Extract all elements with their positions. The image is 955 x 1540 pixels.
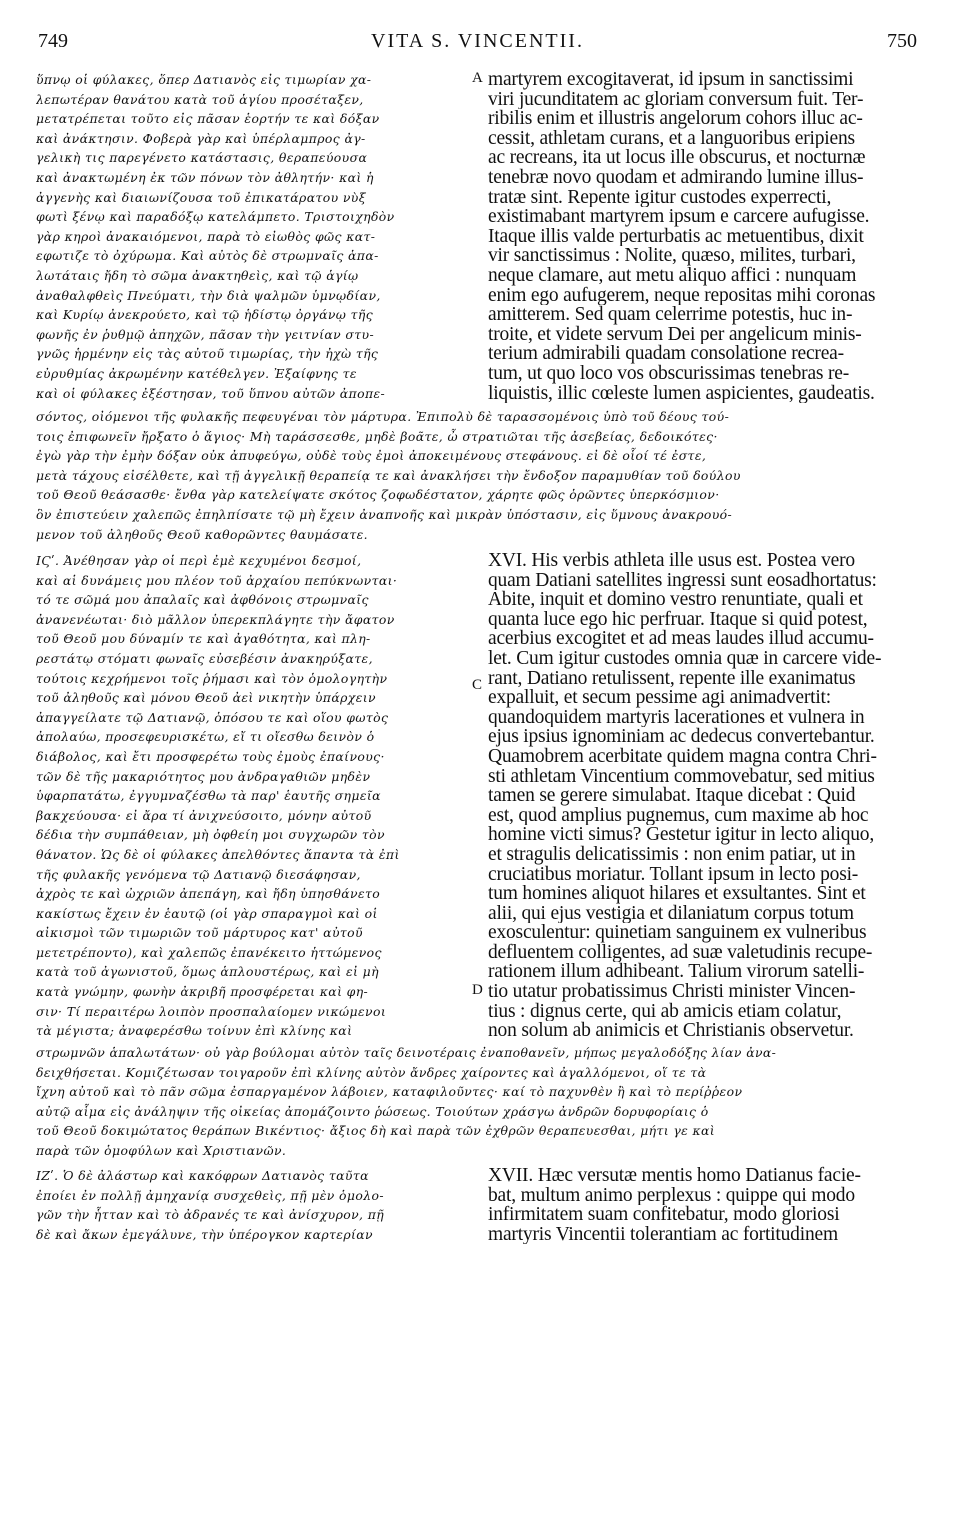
text-line: σιν· Τί περαιτέρω λοιπὸν προσπαλαίομεν νικώμενοι	[36, 1003, 387, 1019]
text-line: tum, ut quo loco vos obscurissimas tenebras re-	[488, 363, 850, 384]
text-line: enim ego aufugerem, neque repositas mihi coronas	[488, 285, 876, 306]
text-line: γνῶς ἡρμένην εἰς τὰς αὐτοῦ τιμωρίας, τὴν ἠχὼ τῆς	[36, 346, 379, 362]
text-line: et stragulis delicatissimis : non enim patiar, ut in	[488, 844, 856, 865]
text-line: Itaque illis valde perturbatis ac metuentibus, dixit	[488, 226, 864, 247]
text-line: εὐρυθμίας ἀκρωμένην κατέθελγεν. Ἐξαίφνης τε	[36, 365, 357, 381]
greek-column-2	[36, 551, 482, 1041]
text-line: tratæ sint. Repente igitur custodes experrecti,	[488, 187, 832, 208]
text-line: τό τε σῶμά μου ἀπαλαῖς καὶ ἀφθόνοις στρωμναῖς	[36, 592, 369, 608]
text-line: ἀχρὸς τε καὶ ὠχριῶν ἀπεπάγη, καὶ ἤδη ὑπησθάνετο	[36, 886, 381, 902]
running-header	[38, 30, 917, 60]
text-line: let. Cum igitur custodes omnia quæ in carcere vide-	[488, 648, 882, 669]
text-line: Quamobrem acerbitate quidem magna contra Chri-	[488, 746, 877, 767]
text-line: cruciatibus moriatur. Tollant ipsum in lecto posi-	[488, 864, 859, 885]
text-line: vir sanctissimus : Nolite, quæso, milites, turbari,	[488, 246, 856, 266]
text-line: rationem illum adhibeant. Talium virorum satelli-	[488, 962, 865, 983]
text-line: cessit, athletam curans, et a languoribus eripiens	[488, 128, 855, 149]
text-line: ΙΖʹ. Ὁ δὲ ἀλάστωρ καὶ κακόφρων Δατιανὸς ταῦτα	[36, 1168, 369, 1183]
text-line: martyrem excogitaverat, id ipsum in sanctissimi	[488, 70, 854, 90]
text-line: ribilis enim et illustris angelorum cohors illuc ac-	[488, 109, 863, 129]
text-line: παρὰ τῶν ὁμοφύλων καὶ Χριστιανῶν.	[36, 1142, 287, 1158]
text-line: καὶ αἱ δυνάμεις μου πλέον τοῦ ἀρχαίου πεπύκνωνται·	[36, 572, 398, 588]
text-line: τοῦ ἀληθοῦς καὶ μόνου Θεοῦ ἀεὶ νικητὴν ὑπάρχειν	[36, 690, 376, 706]
text-line: τοῦ Θεοῦ θεάσασθε· ἔνθα γὰρ κατελείψατε σκότος ζοφωδέστατον, χάρητε φῶς ὁρῶντες ὑπερκόσμιον·	[36, 487, 720, 503]
margin-letter-c: C	[472, 677, 483, 693]
text-line: τούτοις κεχρήμενοι τοῖς ῥήμασι καὶ τὸν ὁμολογητὴν	[36, 670, 388, 686]
text-line: κατὰ τοῦ ἀγωνιστοῦ, ὅμως ἁπλουστέρως, καὶ εἰ μὴ	[36, 964, 379, 980]
text-line: βακχεύουσα· εἰ ἄρα τί ἀνιχνεύσοιτο, μόνην αὐτοῦ	[36, 807, 372, 823]
text-line: ὕπνῳ οἱ φύλακες, ὅπερ Δατιανὸς εἰς τιμωρίαν χα-	[36, 72, 372, 87]
text-line: liquistis, illic cœleste lumen aspicientes, gaudeatis.	[488, 383, 875, 404]
text-line: existimabant martyrem ipsum e carcere aufugisse.	[488, 207, 870, 227]
text-line: amitterem. Sed quam celerrime potestis, huc in-	[488, 305, 853, 325]
text-line: viri jucunditatem ac gloriam conversum fuit. Ter-	[488, 89, 864, 110]
text-line: ejus ipsius ignominiam ac dedecus convertebantur.	[488, 727, 875, 747]
greek-full-width-2	[36, 1043, 920, 1161]
text-line: καὶ ἀνάκτησιν. Φοβερὰ γὰρ καὶ ὑπέρλαμπρος ἀγ-	[36, 130, 366, 146]
text-line: καὶ ἀνακτωμένη ἐκ τῶν πόνων τὸν ἀθλητήν· καὶ ἡ	[36, 169, 374, 185]
text-line: τοῦ Θεοῦ μου δύναμίν τε καὶ ἀγαθότητα, καὶ πλη-	[36, 631, 371, 647]
text-line: τῶν δὲ τῆς μακαριότητος μου ἀνδραγαθιῶν μηδὲν	[36, 768, 371, 784]
text-line: λεπωτέραν θανάτου κατὰ τοῦ ἁγίου προσέταξεν,	[36, 91, 364, 107]
text-line: γελικὴ τις παρεγένετο κατάστασις, θεραπεύουσα	[36, 150, 368, 166]
text-line: μετατρέπεται τοῦτο εἰς πᾶσαν ἑορτήν τε καὶ δόξαν	[36, 111, 380, 127]
text-line: terium admirabili quadam consolatione recrea-	[488, 344, 844, 364]
text-line: rant, Datiano retulissent, repente ille exanimatus	[488, 668, 856, 689]
text-line: tius : dignus certe, qui ab amicis etiam colatur,	[488, 1001, 842, 1022]
text-line: ὑφαρπατάτω, ἐγγυμναζέσθω τὰ παρ' ἑαυτῆς σημεῖα	[36, 788, 381, 804]
text-line: ἀνανενέωται· διὸ μᾶλλον ὑπερεκπλάγητε τὴν ἄφατον	[36, 611, 395, 627]
text-line: defluentem colligentes, ad suæ valetudinis recupe-	[488, 942, 873, 963]
text-line: αὐτῷ αἷμα εἰς ἀνάληψιν τῆς οἰκείας ἀπομάζοιντο ῥώσεως. Τοιούτων χράσγω ἀνδρῶν δορυφορίαις ὁ	[36, 1103, 709, 1119]
text-line: acerbius excogitet et ad meas laudes illud accumu-	[488, 629, 874, 649]
text-line: martyris Vincentii tolerantiam ac fortitudinem	[488, 1224, 838, 1245]
text-line: σόντος, οἰόμενοι τῆς φυλακῆς πεφευγέναι τὸν μάρτυρα. Ἐπιπολὺ δὲ ταρασσομένοις ὑπὸ τοῦ δέους τού-	[36, 409, 730, 424]
text-line: Abite, inquit et domino vestro renuntiate, quali et	[488, 590, 863, 610]
text-line: τὰ μέγιστα; ἀναφερέσθω τοίνυν ἐπὶ κλίνης καὶ	[36, 1023, 353, 1039]
text-line: δέδια τὴν συμπάθειαν, μὴ ὀφθείη μοι συγχωρῶν τὸν	[36, 827, 385, 843]
text-line: φωνῆς ἐν ῥυθμῷ ἀπηχῶν, πᾶσαν τὴν γειτνίαν στυ-	[36, 326, 375, 342]
running-title: VITA S. VINCENTII.	[371, 30, 584, 52]
text-line: ἀπολαύω, προσεφευρισκέτω, εἴ τι οἴεσθω δεινὸν ὁ	[36, 729, 375, 745]
text-line: δειχθήσεται. Κομιζέτωσαν τοιγαροῦν ἐπὶ κλίνης αὐτὸν ἄνδρες χαίροντες καὶ ἀγαλλόμενοι, οἵ τε τὰ	[36, 1064, 707, 1080]
text-line: XVII. Hæc versutæ mentis homo Datianus facie-	[488, 1166, 861, 1186]
text-line: exosculentur: quinetiam sanguinem ex vulneribus	[488, 923, 867, 943]
text-line: τοῦ Θεοῦ δοκιμώτατος θεράπων Βικέντιος· ἄξιος δὴ καὶ παρὰ τῶν ἐχθρῶν θεραπευεσθαι, μήτι γε καὶ	[36, 1123, 716, 1139]
text-line: infirmitatem suam confitebatur, modo gloriosi	[488, 1205, 840, 1225]
text-line: λωτάταις ἤδη τὸ σῶμα ἀνακτηθεὶς, καὶ τῷ ἁγίῳ	[36, 267, 359, 283]
text-line: ὃν ἐπιστεύειν χαλεπῶς ἐπηλπίσατε τῷ μὴ ἔχειν ἀναπνοῆς καὶ μικρὰν ὑπόστασιν, εἰς ὕμνους ἀνακρουό-	[36, 506, 733, 522]
page-number-left: 749	[38, 30, 68, 52]
text-line: ἴχνη αὐτοῦ καὶ τὸ πᾶν σῶμα ἐσπαργαμένον λάβοιεν, καταφιλοῦντες· καί τὸ παχυνθὲν ἢ καὶ τὸ περίῤῥεον	[36, 1084, 743, 1100]
text-line: bat, multum animo perplexus : quippe qui modo	[488, 1185, 855, 1206]
text-line: εφωτιζε τὸ ὀχύρωμα. Καὶ αὐτὸς δὲ στρωμναῖς ἁπα-	[36, 248, 379, 264]
text-line: καὶ οἱ φύλακες ἐξέστησαν, τοῦ ὕπνου αὐτῶν ἀποπε-	[36, 385, 386, 401]
text-line: ac recreans, ita ut locus ille obscurus, et nocturnæ	[488, 148, 866, 168]
text-line: κακίστως ἔχειν ἐν ἑαυτῷ (οἱ γὰρ σπαραγμοὶ καὶ οἱ	[36, 905, 378, 921]
text-line: ἀναθαλφθεὶς Πνεύματι, τὴν διὰ ψαλμῶν ὑμνῳδίαν,	[36, 287, 381, 303]
text-line: XVI. His verbis athleta ille usus est. Postea vero	[488, 551, 855, 571]
text-line: non solum ab animicis et Christianis observetur.	[488, 1021, 854, 1041]
latin-column-2	[488, 551, 920, 1041]
text-line: troite, et videte servum Dei per angelicum minis-	[488, 324, 862, 345]
text-line: ἐποίει ἐν πολλῇ ἀμηχανίᾳ συσχεθεὶς, πῇ μὲν ὁμολο-	[36, 1187, 384, 1203]
latin-column-3	[488, 1166, 920, 1244]
text-line: δὲ καὶ ἄκων ἐμεγάλυνε, τὴν ὑπέρογκον καρτερίαν	[36, 1226, 373, 1242]
text-line: μετὰ τάχους εἰσέλθετε, καὶ τῇ ἀγγελικῇ θεραπείᾳ τε καὶ ἀνακλήσει τὴν ἔνδοξον παραμυθίαν τοῦ δούλου	[36, 467, 741, 483]
text-line: διάβολος, καὶ ἔτι προσφερέτω τοὺς ἐμοὺς ἐπαίνους·	[36, 748, 385, 764]
text-line: καὶ Κυρίῳ ἀνεκρούετο, καὶ τῷ ἡδίστῳ ὀργάνῳ τῆς	[36, 307, 374, 323]
text-line: ἀγγενὴς καὶ διαιωνίζουσα τοῦ ἐπικατάρατου νὺξ	[36, 189, 366, 205]
text-line: sti athletam Vincentium commovebatur, sed mitius	[488, 766, 875, 787]
page-number-right: 750	[887, 30, 917, 52]
text-line: γὰρ κηροὶ ἀνακαιόμενοι, παρὰ τὸ εἰωθὸς φῶς κατ-	[36, 228, 376, 244]
text-line: est, quod amplius pugnemus, cum maxime ab hoc	[488, 805, 869, 826]
latin-column-1	[488, 70, 920, 403]
text-line: γῶν τὴν ἧτταν καὶ τὸ ἀδρανές τε καὶ ἀνίσχυρον, πῇ	[36, 1207, 385, 1223]
greek-column-3	[36, 1166, 482, 1244]
text-line: homine victi simus? Gestetur igitur in lecto aliquo,	[488, 825, 875, 845]
text-line: ἐγὼ γὰρ τὴν ἐμὴν δόξαν οὐκ ἀπυφεύγω, οὐδὲ τοὺς ἐμοὶ ἀποκειμένους στεφάνους. εἰ δὲ οἷοί τέ ἐστε,	[36, 448, 707, 464]
text-line: tio utatur probatissimus Christi minister Vincen-	[488, 982, 856, 1002]
margin-letter-a: A	[472, 70, 483, 86]
margin-letter-d: D	[472, 982, 483, 998]
text-line: tum homines aliquot hilares et exsultantes. Sint et	[488, 884, 866, 904]
text-line: θάνατον. Ὡς δὲ οἱ φύλακες ἀπελθόντες ἅπαντα τὰ ἐπὶ	[36, 846, 400, 862]
text-line: alii, qui ejus vestigia et dilaniatum corpus totum	[488, 903, 854, 924]
text-line: ΙϚʹ. Ἀνέθησαν γὰρ οἱ περὶ ἐμὲ κεχυμένοι δεσμοί,	[36, 553, 362, 568]
text-line: στρωμνῶν ἁπαλωτάτων· οὐ γὰρ βούλομαι αὐτὸν ταῖς δεινοτέραις ἐναποθανεῖν, μήπως μεγαλοδόξης λίαν ἀνα-	[36, 1045, 777, 1060]
text-line: tenebræ novo quodam et admirando lumine illus-	[488, 167, 864, 188]
text-line: αἰκισμοὶ τῶν τιμωριῶν τοῦ μάρτυρος κατ' αὐτοῦ	[36, 925, 363, 941]
text-line: ρεστάτῳ στόματι φωναῖς εὐσεβέσιν ἀνακηρύξατε,	[36, 650, 373, 666]
text-line: μενον τοῦ ἀληθοῦς Θεοῦ καθορῶντες θαυμάσατε.	[36, 526, 369, 542]
text-line: quanta luce ego hic perfruar. Itaque si quid potest,	[488, 609, 868, 630]
text-line: ἀπαγγείλατε τῷ Δατιανῷ, ὁπόσου τε καὶ οἵου φωτὸς	[36, 709, 389, 725]
text-line: φωτὶ ξένῳ καὶ παραδόξῳ κατελάμπετο. Τριστοιχηδὸν	[36, 209, 395, 225]
text-line: quam Datiani satellites ingressi sunt eosadhortatus:	[488, 570, 877, 591]
greek-column-1	[36, 70, 482, 403]
text-line: quandoquidem martyris lacerationes et vulnera in	[488, 707, 865, 728]
text-line: τοις ἐπιφωνεῖν ἤρξατο ὁ ἅγιος· Μὴ ταράσσεσθε, μηδὲ βοᾶτε, ὦ στρατιῶται τῆς ἀσεβείας, δεδοικότες·	[36, 428, 718, 444]
text-line: τῆς φυλακῆς γενόμενα τῷ Δατιανῷ διεσάφησαν,	[36, 866, 361, 882]
text-line: tamen se gerere simulabat. Itaque dicebat : Quid	[488, 786, 856, 806]
text-line: expalluit, et secum pessime agi animadvertit:	[488, 688, 831, 708]
text-line: μετετρέποντο), καὶ χαλεπῶς ἐπανέκειτο ἡττώμενος	[36, 944, 382, 960]
text-line: neque clamare, aut metu aliquo affici : nunquam	[488, 265, 857, 286]
text-line: κατὰ γνώμην, φωνὴν ἀκριβῆ προσφέρεται καὶ φη-	[36, 984, 369, 1000]
greek-full-width-1	[36, 407, 920, 544]
